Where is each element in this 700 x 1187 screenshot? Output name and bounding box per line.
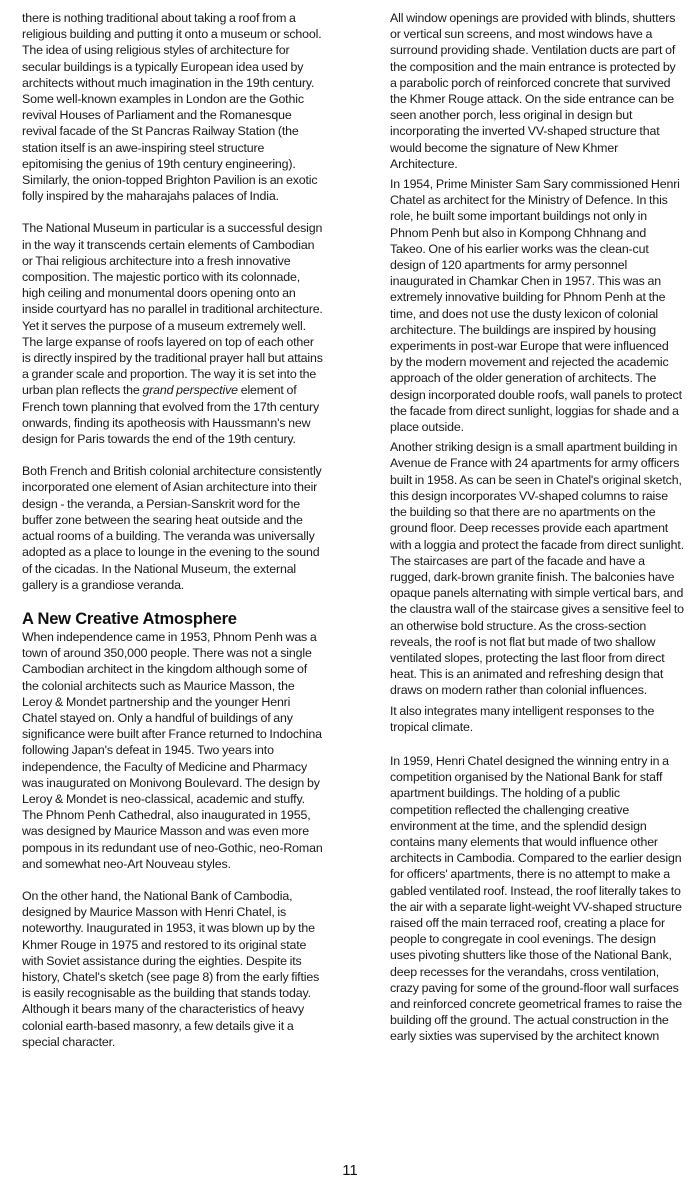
paragraph-independence: When independence came in 1953, Phnom Penh was a town of around 350,000 people. There was not a single Cambodian architect in the kingdom although some of the colonial architects such as Maurice Masson, the Leroy & Mondet partnership and the younger Henri Chatel stayed on. Only a handful of buildings of any significance were built after France returned to Indochina following Japan's defeat in 1945. Two years into independence, the Faculty of Medicine and Pharmacy was inaugurated on Monivong Boulevard. The design by Leroy & Mondet is neo-classical, academic and stuffy. The Phnom Penh Cathedral, also inaugurated in 1955, was designed by Maurice Masson and was even more pompous in its redundant use of neo-Gothic, neo-Roman and somewhat neo-Art Nouveau styles. — [22, 629, 323, 871]
paragraph-ministry-of-defence: In 1954, Prime Minister Sam Sary commissioned Henri Chatel as architect for the Ministry of Defence. In this role, he built some important buildings not only in Phnom Penh but also in Kompong Chhnang and Takeo. One of his earlier works was the clean-cut design of 120 apartments for army personnel inaugurated in Chamkar Chen in 1957. This was an extremely innovative building for Phnom Penh at the time, and does not use the dusty lexicon of colonial architecture. The buildings are inspired by housing experiments in post-war Europe that were influenced by the modern movement and rejected the academic approach of the older generation of architects. The design incorporated double roofs, wall panels to protect the facade from direct sunlight, loggias for shade and a place outside. — [390, 177, 682, 435]
paragraph-window-openings: All window openings are provided with blinds, shutters or vertical sun screens, and most windows have a surround providing shade. Ventilation ducts are part of the composition and the main entrance is protected by a parabolic porch of reinforced concrete that survived the Khmer Rouge attack. On the side entrance can be seen another porch, less original in design but incorporating the inverted VV-shaped structure that would become the signature of New Khmer Architecture. — [390, 11, 676, 171]
section-heading: A New Creative Atmosphere — [22, 609, 237, 628]
page-number: 11 — [342, 1162, 358, 1179]
grand-perspective-emphasis: grand perspective — [142, 383, 238, 398]
paragraph-tropical-climate: It also integrates many intelligent responses to the tropical climate. — [390, 703, 655, 734]
left-column — [22, 10, 324, 1050]
right-column — [390, 10, 684, 1045]
paragraph-national-bank: On the other hand, the National Bank of Cambodia, designed by Maurice Masson with Henri Chatel, is noteworthy. Inaugurated in 1953, it was blown up by the Khmer Rouge in 1975 and restored to its original state with Soviet assistance during the eighties. Despite its history, Chatel's sketch (see page 8) from the early fifties is easily recognisable as the building that stands today. Although it bears many of the characteristics of heavy colonial earth-based masonry, a few details give it a special character. — [22, 888, 320, 1049]
paragraph-national-museum-text-start: The National Museum in particular is a successful design in the way it transcends certain elements of Cambodian or Thai religious architecture into a fresh innovative composition. The majestic portico with its colonnade, high ceiling and monumental doors opening onto an inside courtyard has no parallel in traditional architecture. Yet it serves the purpose of a museum extremely well. The large expanse of roofs layered on top of each other is directly inspired by the traditional prayer hall but attains a grander scale and proportion. The way it is set into the urban plan reflects the — [22, 221, 323, 398]
paragraph-national-museum — [22, 220, 324, 447]
paragraph-religious-styles: there is nothing traditional about taking a roof from a religious building and putting it onto a museum or school. The idea of using religious styles of architecture for secular buildings is a typically European idea used by architects without much imagination in the 19th century. Some well-known examples in London are the Gothic revival Houses of Parliament and the Romanesque revival facade of the St Pancras Railway Station (the station itself is an awe-inspiring steel structure epitomising the genius of 19th century engineering). Similarly, the onion-topped Brighton Pavilion is an exotic folly inspired by the maharajahs palaces of India. — [22, 11, 322, 204]
paragraph-avenue-de-france: Another striking design is a small apartment building in Avenue de France with 24 apartments for army officers built in 1958. As can be seen in Chatel's original sketch, this design incorporates VV-shaped columns to raise the building so that there are no apartments on the ground floor. Deep recesses provide each apartment with a loggia and protect the facade from direct sunlight. The staircases are part of the facade and have a rugged, dark-brown granite finish. The balconies have opaque panels alternating with simple vertical bars, and the claustra wall of the staircase gives a sensitive feel to an otherwise bold structure. As the cross-section reveals, the roof is not flat but made of two shallow ventilated slopes, protecting the last floor from direct heat. This is an animated and refreshing design that draws on modern rather than colonial influences. — [390, 440, 684, 698]
paragraph-veranda: Both French and British colonial architecture consistently incorporated one element of Asian architecture into their design - the veranda, a Persian-Sanskrit word for the buffer zone between the searing heat outside and the actual rooms of a building. The veranda was universally adopted as a place to lounge in the evening to the sound of the cicadas. In the National Museum, the external gallery is a grandiose veranda. — [22, 464, 322, 592]
paragraph-national-museum-text-end: element of French town planning that evolved from the 17th century onwards, finding its apotheosis with Haussmann's new design for Paris towards the end of the 19th century. — [22, 383, 320, 447]
paragraph-staff-apartments: In 1959, Henri Chatel designed the winning entry in a competition organised by the National Bank for staff apartment buildings. The holding of a public competition reflected the challenging creative environment at the time, and the splendid design contains many elements that would influence other architects in Cambodia. Compared to the earlier design for officers' apartments, there is no attempt to make a gabled ventilated roof. Instead, the roof literally takes to the air with a separate light-weight VV-shaped structure raised off the main terraced roof, creating a place for people to congregate in cool evenings. The design uses pivoting shutters like those of the National Bank, deep recesses for the verandahs, cross ventilation, crazy paving for some of the ground-floor wall surfaces and reinforced concrete geometrical frames to raise the building off the ground. The actual construction in the early sixties was supervised by the architect known — [390, 753, 682, 1044]
